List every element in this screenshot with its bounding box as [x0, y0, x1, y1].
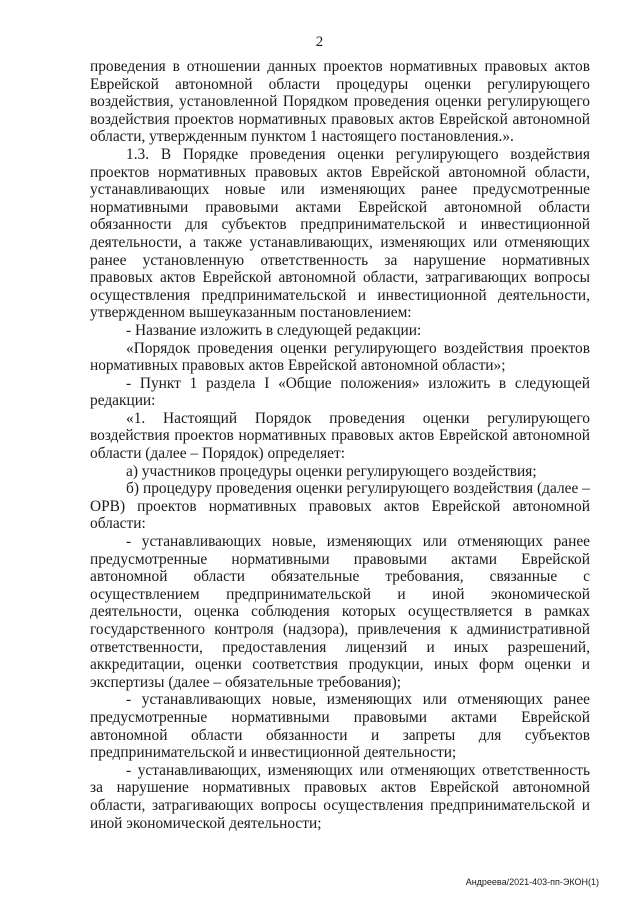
paragraph-title-change: - Название изложить в следующей редакции:	[126, 321, 422, 339]
paragraph-new-title: «Порядок проведения оценки регулирующего воздействия проектов нормативных правовых актов Еврейской автономной области»;	[90, 339, 590, 375]
paragraph-section-change: - Пункт 1 раздела I «Общие положения» изложить в следующей редакции:	[90, 374, 590, 410]
paragraph-clause-1: «1. Настоящий Порядок проведения оценки регулирующего воздействия проектов нормативных правовых актов Еврейской автономной области (далее – Порядок) определяет:	[90, 409, 590, 463]
paragraph-sub-a: а) участников процедуры оценки регулирующего воздействия;	[126, 462, 537, 480]
paragraph-sub-b: б) процедуру проведения оценки регулирующего воздействия (далее – ОРВ) проектов нормативных правовых актов Еврейской автономной области:	[90, 480, 590, 533]
paragraph-dash-3: - устанавливающих, изменяющих или отменяющих ответственность за нарушение нормативных правовых актов Еврейской автономной области, затрагивающих вопросы осуществления предпринимательской и иной экономической деятельности;	[90, 761, 590, 832]
paragraph-dash-1: - устанавливающих новые, изменяющих или отменяющих ранее предусмотренные нормативными правовыми актами Еврейской автономной области обязательные требования, связанные с осуществлением предпринимательской и иной экономической деятельности, оценка соблюдения которых осуществляется в рамках государственного контроля (надзора), привлечения к административной ответственности, предоставления лицензий и иных разрешений, аккредитации, оценки соответствия продукции, иных форм оценки и экспертизы (далее – обязательные требования);	[90, 533, 590, 691]
footer-code: Андреева/2021-403-пп-ЭКОН(1)	[465, 877, 599, 887]
paragraph-item-1-3: 1.3. В Порядке проведения оценки регулирующего воздействия проектов нормативных правовых актов Еврейской автономной области, устанавливающих новые или изменяющих ранее предусмотренные нормативными правовыми актами Еврейской автономной области обязанности для субъектов предпринимательской и инвестиционной деятельности, а также устанавливающих, изменяющих или отменяющих ранее установленную ответственность за нарушение нормативных правовых актов Еврейской автономной области, затрагивающих вопросы осуществления предпринимательской и инвестиционной деятельности, утвержденном вышеуказанным постановлением:	[90, 145, 590, 322]
document-body	[90, 58, 590, 832]
paragraph-dash-2: - устанавливающих новые, изменяющих или отменяющих ранее предусмотренные нормативными правовыми актами Еврейской автономной области обязанности и запреты для субъектов предпринимательской и инвестиционной деятельности;	[90, 691, 590, 762]
paragraph-continuation: проведения в отношении данных проектов нормативных правовых актов Еврейской автономной области процедуры оценки регулирующего воздействия, установленной Порядком проведения оценки регулирующего воздействия проектов нормативных правовых актов Еврейской автономной области, утвержденным пунктом 1 настоящего постановления.».	[90, 58, 590, 146]
page-number: 2	[315, 34, 324, 50]
